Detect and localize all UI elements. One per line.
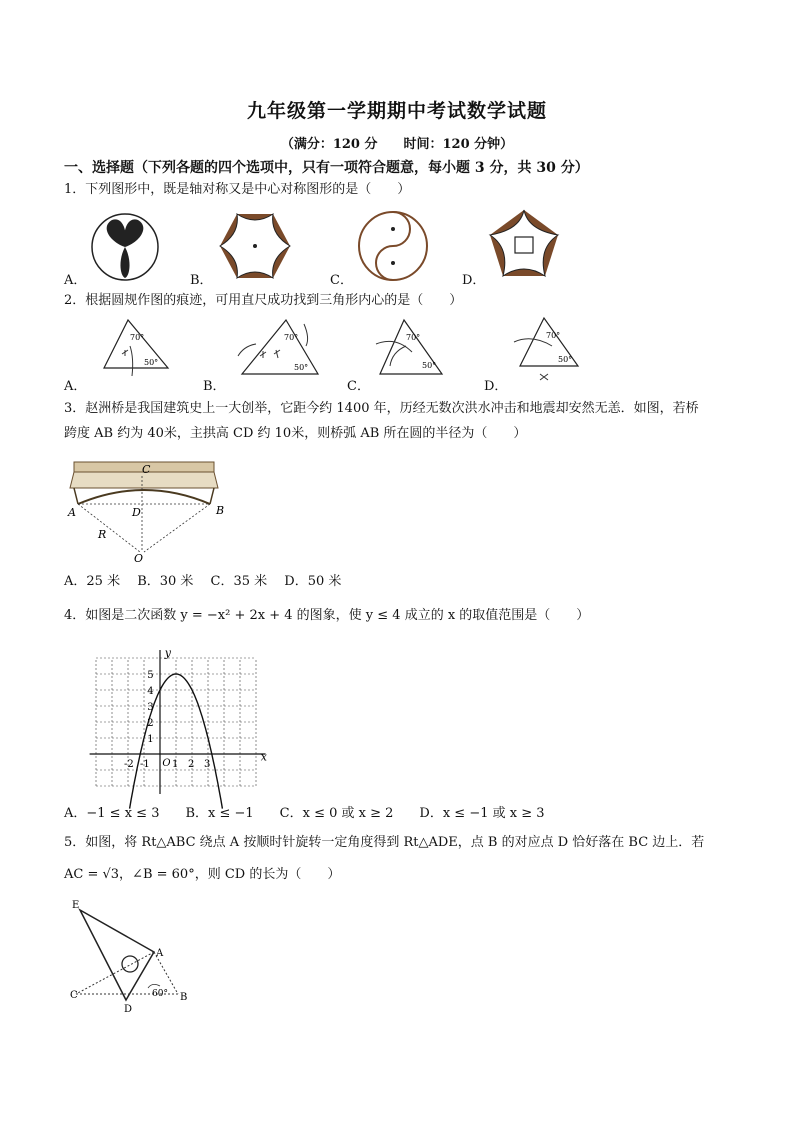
q2c-angle-right: 50° — [422, 361, 437, 370]
x-tick-label: 3 — [204, 758, 211, 770]
q1-figure-b — [218, 212, 292, 280]
y-tick-label: 1 — [147, 734, 154, 745]
q2d-angle-right: 50° — [558, 355, 573, 364]
q2-option-b[interactable]: B． — [203, 379, 226, 394]
q3-line1: 3．赵洲桥是我国建筑史上一大创举，它距今约 1400 年，历经无数次洪水冲击和地震却安然无恙．如图，若桥 — [64, 401, 699, 416]
q2c-angle-top: 70° — [406, 333, 421, 342]
q5-label-b: B — [180, 992, 188, 1003]
q1-figure-d — [488, 208, 560, 278]
q3-bridge-figure — [64, 458, 240, 566]
q2-option-c[interactable]: C． — [347, 379, 370, 394]
q2-stem: 2．根据圆规作图的痕迹，可用直尺成功找到三角形内心的是（ ） — [64, 293, 463, 308]
q3-label-r: R — [98, 528, 107, 541]
q1-option-d[interactable]: D． — [462, 273, 486, 288]
y-tick-label: 3 — [147, 702, 154, 713]
q2-figure-b — [234, 316, 324, 378]
q2d-angle-top: 70° — [546, 331, 561, 340]
q3-line2: 跨度 AB 约为 40米，主拱高 CD 约 10米，则桥弧 AB 所在圆的半径为（ ） — [64, 426, 527, 441]
q2b-angle-right: 50° — [294, 363, 309, 372]
y-tick-label: 2 — [147, 718, 154, 729]
exam-info: （满分：120 分 时间：120 分钟） — [280, 137, 514, 152]
q5-label-e: E — [72, 900, 80, 911]
x-tick-label: 2 — [188, 758, 195, 770]
q5-figure — [68, 898, 198, 1018]
q2a-angle-top: 70° — [130, 333, 145, 342]
q1-option-c[interactable]: C． — [330, 273, 353, 288]
q3-label-c: C — [142, 463, 151, 476]
q3-label-b: B — [216, 504, 225, 517]
y-tick-label: 5 — [147, 670, 154, 681]
x-axis-label: x — [260, 750, 268, 764]
q4-graph — [82, 648, 266, 796]
q1-option-a[interactable]: A． — [64, 273, 87, 288]
x-tick-label: -2 — [124, 758, 134, 770]
q5-label-a: A — [156, 948, 164, 959]
q2-figure-c — [372, 316, 452, 378]
q2a-angle-right: 50° — [144, 358, 159, 367]
q2-option-d[interactable]: D． — [484, 379, 508, 394]
origin-label: O — [162, 758, 171, 769]
q2-option-a[interactable]: A． — [64, 379, 87, 394]
q4-stem: 4．如图是二次函数 y = −x² + 2x + 4 的图象，使 y ≤ 4 成立的 x 的取值范围是（ ） — [64, 608, 590, 623]
y-axis-label: y — [164, 646, 172, 660]
section-heading: 一、选择题（下列各题的四个选项中，只有一项符合题意，每小题 3 分，共 30 分） — [64, 160, 589, 176]
x-tick-label: 1 — [172, 758, 179, 770]
q3-label-d: D — [132, 506, 141, 519]
q4-options[interactable]: A．−1 ≤ x ≤ 3 B．x ≤ −1 C．x ≤ 0 或 x ≥ 2 D．x ≤ −1 或 x ≥ 3 — [64, 806, 545, 821]
q3-label-a: A — [68, 506, 76, 519]
q1-figure-a — [90, 212, 160, 282]
q5-line2: AC = √3，∠B = 60°，则 CD 的长为（ ） — [64, 867, 341, 882]
q3-label-o: O — [134, 552, 144, 565]
q1-stem: 1．下列图形中，既是轴对称又是中心对称图形的是（ ） — [64, 182, 411, 197]
y-tick-label: 4 — [147, 686, 154, 697]
q1-figure-c — [357, 210, 429, 282]
q2-figure-a — [98, 316, 178, 378]
q5-line1: 5．如图，将 Rt△ABC 绕点 A 按顺时针旋转一定角度得到 Rt△ADE，点 B 的对应点 D 恰好落在 BC 边上．若 — [64, 835, 705, 850]
q2b-angle-top: 70° — [284, 333, 299, 342]
q5-label-d: D — [124, 1004, 133, 1015]
q3-options[interactable]: A．25 米 B．30 米 C．35 米 D．50 米 — [64, 574, 342, 589]
q5-label-c: C — [70, 990, 78, 1001]
q5-angle-label: 60° — [152, 989, 168, 999]
x-tick-label: -1 — [140, 758, 150, 770]
q1-option-b[interactable]: B． — [190, 273, 213, 288]
page-title: 九年级第一学期期中考试数学试题 — [246, 100, 547, 122]
q2-figure-d — [508, 316, 588, 384]
